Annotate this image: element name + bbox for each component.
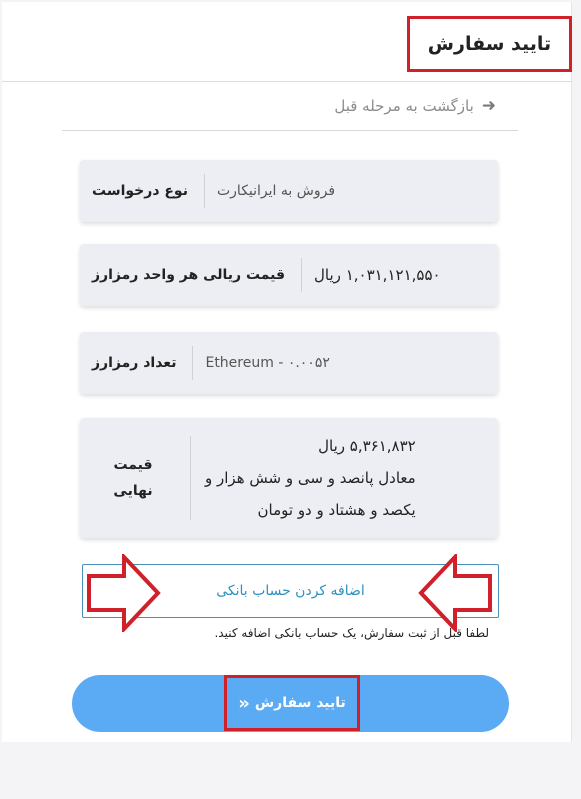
quantity-value: Ethereum - ۰.۰۰۵۲	[205, 355, 330, 371]
divider	[62, 130, 518, 131]
row-divider	[204, 174, 205, 208]
back-link-label: بازگشت به مرحله قبل	[334, 97, 474, 115]
page-title-highlight	[407, 16, 572, 72]
row-divider	[190, 436, 191, 520]
double-chevron-left-icon: «	[238, 692, 247, 714]
request-type-value: فروش به ایرانیکارت	[216, 183, 336, 199]
final-price-label: قیمت نهایی	[113, 457, 153, 499]
bank-account-note: لطفا قبل از ثبت سفارش، یک حساب بانکی اضافه کنید.	[214, 626, 489, 640]
final-price-row	[80, 418, 498, 538]
back-link[interactable]	[334, 94, 496, 118]
quantity-label: تعداد رمزارز	[92, 355, 177, 371]
final-price-amount: ۵,۳۶۱,۸۳۲ ریال	[318, 437, 416, 455]
confirm-order-highlight[interactable]	[224, 675, 360, 731]
final-price-words-line1: معادل پانصد و سی و شش هزار و	[205, 469, 416, 487]
arrow-right-icon: ➜	[481, 96, 496, 116]
unit-price-value: ۱,۰۳۱,۱۲۱,۵۵۰ ریال	[314, 266, 441, 284]
annotation-arrow-right-icon	[86, 554, 161, 632]
request-type-row	[80, 160, 498, 222]
order-confirm-card	[2, 2, 572, 742]
add-bank-account-label: اضافه کردن حساب بانکی	[216, 583, 365, 599]
unit-price-label: قیمت ریالی هر واحد رمزارز	[92, 267, 286, 283]
page-title: تایید سفارش	[427, 33, 552, 55]
final-price-value	[191, 418, 430, 538]
quantity-row	[80, 332, 498, 394]
unit-price-row	[80, 244, 498, 306]
row-divider	[301, 258, 302, 292]
row-divider	[192, 346, 193, 380]
final-price-words-line2: یکصد و هشتاد و دو تومان	[257, 501, 416, 519]
request-type-label: نوع درخواست	[92, 183, 188, 199]
confirm-order-label: تایید سفارش	[254, 695, 346, 711]
annotation-arrow-left-icon	[418, 554, 493, 632]
page-header	[2, 2, 572, 82]
